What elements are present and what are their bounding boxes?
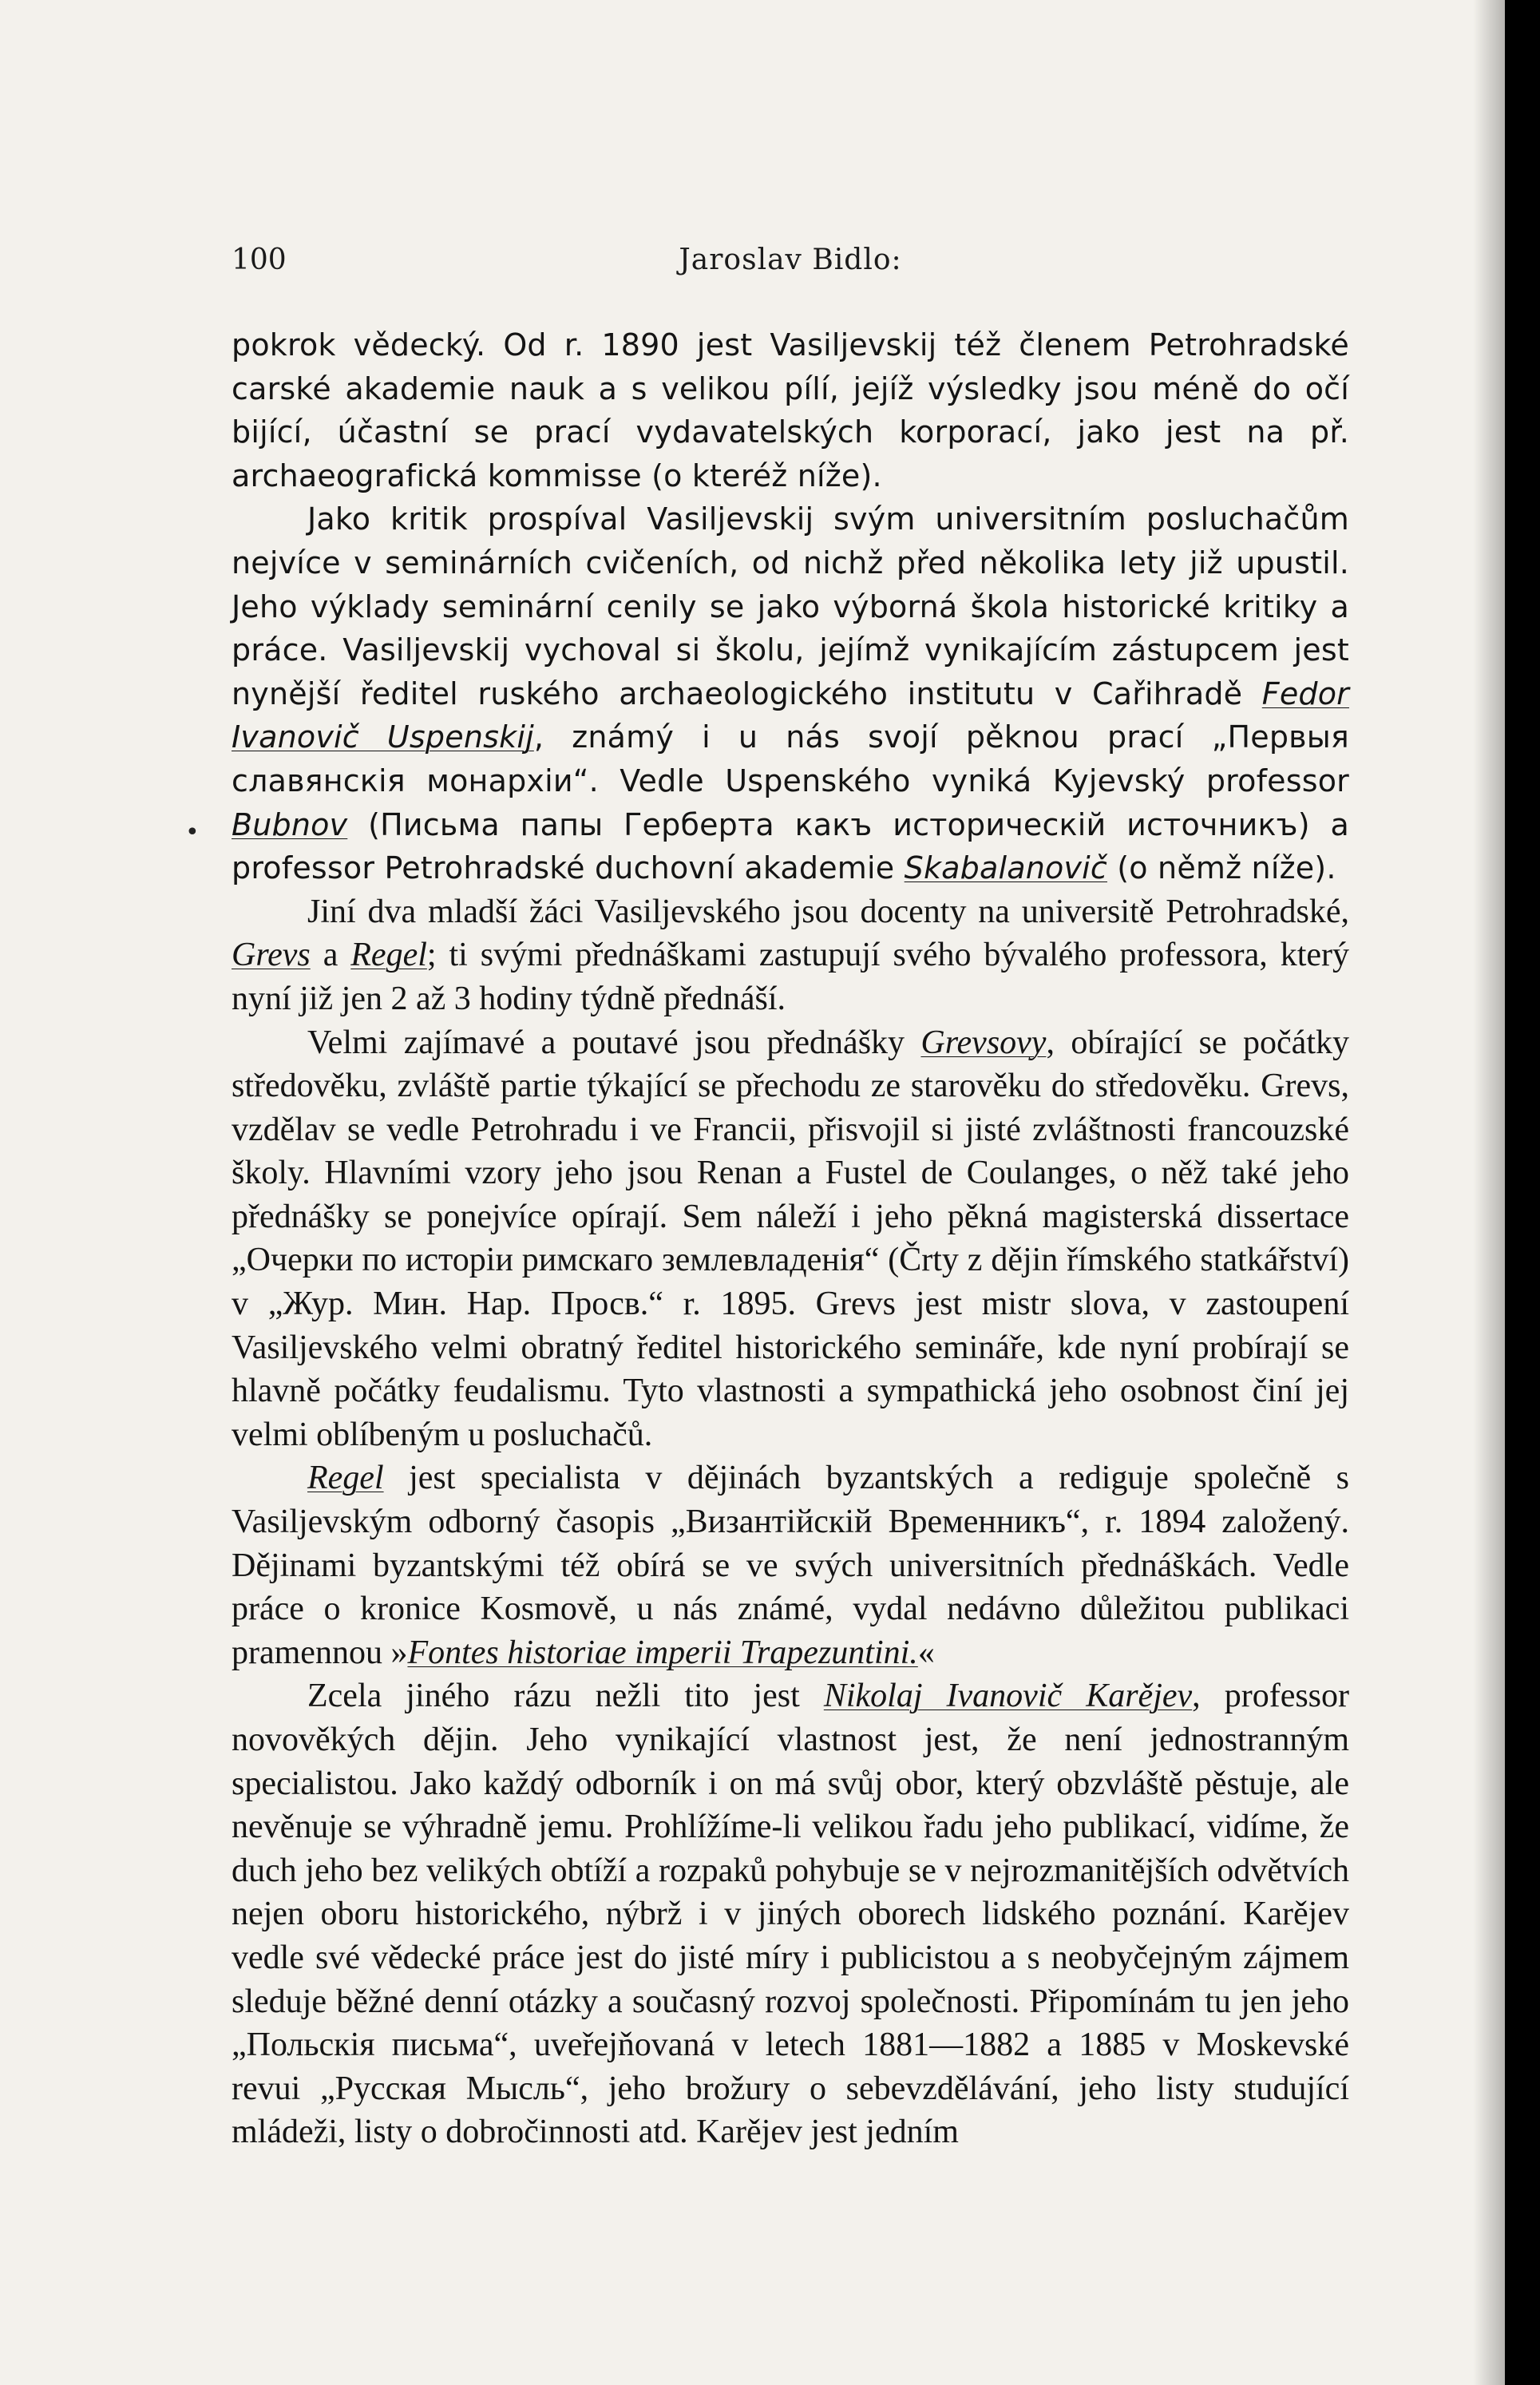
paragraph-p2 — [232, 497, 1349, 889]
text-segment: pokrok vědecký. Od r. 1890 jest Vasiljevskij též členem Petrohradské carské akademie nauk a s velikou pílí, jejíž výsledky jsou méně do očí bijící, účastní se prací vydavatelských korporací, jako jest na př. archaeografická kommisse (o kteréž níže). — [232, 327, 1349, 493]
paragraph-p1 — [232, 323, 1349, 497]
text-segment: jest specialista v dějinách byzantských a rediguje společně s Vasiljevským odborný časopis „Византійскій Временникъ“, r. 1894 založený. Dějinami byzantskými též obírá se ve svých universitních přednáškách. Vedle práce o kronice Kosmově, u nás známé, vydal nedávno důležitou publikaci pramennou » — [232, 1460, 1349, 1671]
text-segment: (o němž níže). — [1107, 850, 1336, 886]
italic-reference: Regel — [307, 1460, 384, 1497]
italic-reference: Bubnov — [232, 806, 348, 842]
italic-reference: Grevsovy — [920, 1024, 1047, 1061]
running-header — [232, 244, 1349, 283]
text-segment: (Письма папы Герберта какъ историческій источникъ) a professor Petrohradské duchovní akademie — [232, 806, 1349, 886]
text-segment: « — [917, 1634, 935, 1671]
running-title: Jaroslav Bidlo: — [679, 244, 902, 276]
body-text — [232, 323, 1349, 2154]
italic-reference: Fontes historiae imperii Trapezuntini. — [407, 1634, 918, 1671]
italic-reference: Skabalanovič — [904, 850, 1107, 886]
italic-reference: Nikolaj Ivanovič Karějev — [823, 1678, 1193, 1715]
paragraph-p3 — [232, 890, 1349, 1021]
italic-reference: Regel — [350, 937, 427, 974]
paragraph-p6 — [232, 1674, 1349, 2154]
text-segment: Jako kritik prospíval Vasiljevskij svým universitním posluchačům nejvíce v seminárních cvičeních, od nichž před několika lety již upustil. Jeho výklady seminární cenily se jako výborná škola historické kritiky a práce. Vasiljevskij vychoval si školu, jejímž vynikajícím zástupcem jest nynější ředitel ruského archaeologického institutu v Cařihradě — [232, 501, 1349, 711]
text-segment: , známý i u nás svojí pěknou prací „Первыя славянскія монархіи“. Vedle Uspenského vyniká Kyjevský professor — [232, 719, 1349, 798]
italic-reference: Fedor Ivanovič Uspenskij — [232, 675, 1349, 755]
text-segment: Velmi zajímavé a poutavé jsou přednášky — [307, 1024, 921, 1061]
paragraph-p4 — [232, 1021, 1349, 1457]
text-segment: a — [310, 937, 351, 974]
text-segment: Zcela jiného rázu nežli tito jest — [307, 1678, 824, 1715]
text-segment: , obírající se počátky středověku, zvláště partie týkající se přechodu ze starověku do středověku. Grevs, vzdělav se vedle Petrohradu i ve Francii, přisvojil si jisté zvláštnosti francouzské školy. Hlavními vzory jeho jsou Renan a Fustel de Coulanges, o něž také jeho přednášky se ponejvíce opírají. Sem náleží i jeho pěkná magisterská dissertace „Очерки по исторіи римскаго землевладенія“ (Črty z dějin římského statkářství) v „Жур. Мин. Нар. Просв.“ r. 1895. Grevs jest mistr slova, v zastoupení Vasiljevského velmi obratný ředitel historického semináře, kde nyní probírají se hlavně počátky feudalismu. Tyto vlastnosti a sympathická jeho osobnost činí jej velmi oblíbeným u posluchačů. — [232, 1024, 1349, 1453]
paragraph-p5 — [232, 1456, 1349, 1674]
italic-reference: Grevs — [232, 937, 311, 974]
text-segment: ; ti svými přednáškami zastupují svého bývalého professora, který nyní již jen 2 až 3 hodiny týdně přednáší. — [232, 937, 1349, 1017]
margin-mark: • — [185, 818, 200, 846]
text-segment: , professor novověkých dějin. Jeho vynikající vlastnost jest, že není jednostranným specialistou. Jako každý odborník i on má svůj obor, který obzvláště pěstuje, ale nevěnuje se výhradně jemu. Prohlížíme-li velikou řadu jeho publikací, vidíme, že duch jeho bez velikých obtíží a rozpaků pohybuje se v nejrozmanitějších odvětvích nejen oboru historického, nýbrž i v jiných oborech lidského poznání. Karějev vedle své vědecké práce jest do jisté míry i publicistou a s neobyčejným zájmem sleduje běžné denní otázky a současný rozvoj společnosti. Připomínám tu jen jeho „Польскія письма“, uveřejňovaná v letech 1881—1882 a 1885 v Moskevské revui „Русская Мысль“, jeho brožury o sebevzdělávání, jeho listy studující mládeži, listy o dobročinnosti atd. Karějev jest jedním — [232, 1678, 1350, 2151]
page-number: 100 — [232, 244, 287, 276]
text-segment: Jiní dva mladší žáci Vasiljevského jsou docenty na universitě Petrohradské, — [307, 893, 1349, 930]
page-edge-shadow — [1473, 0, 1505, 2385]
